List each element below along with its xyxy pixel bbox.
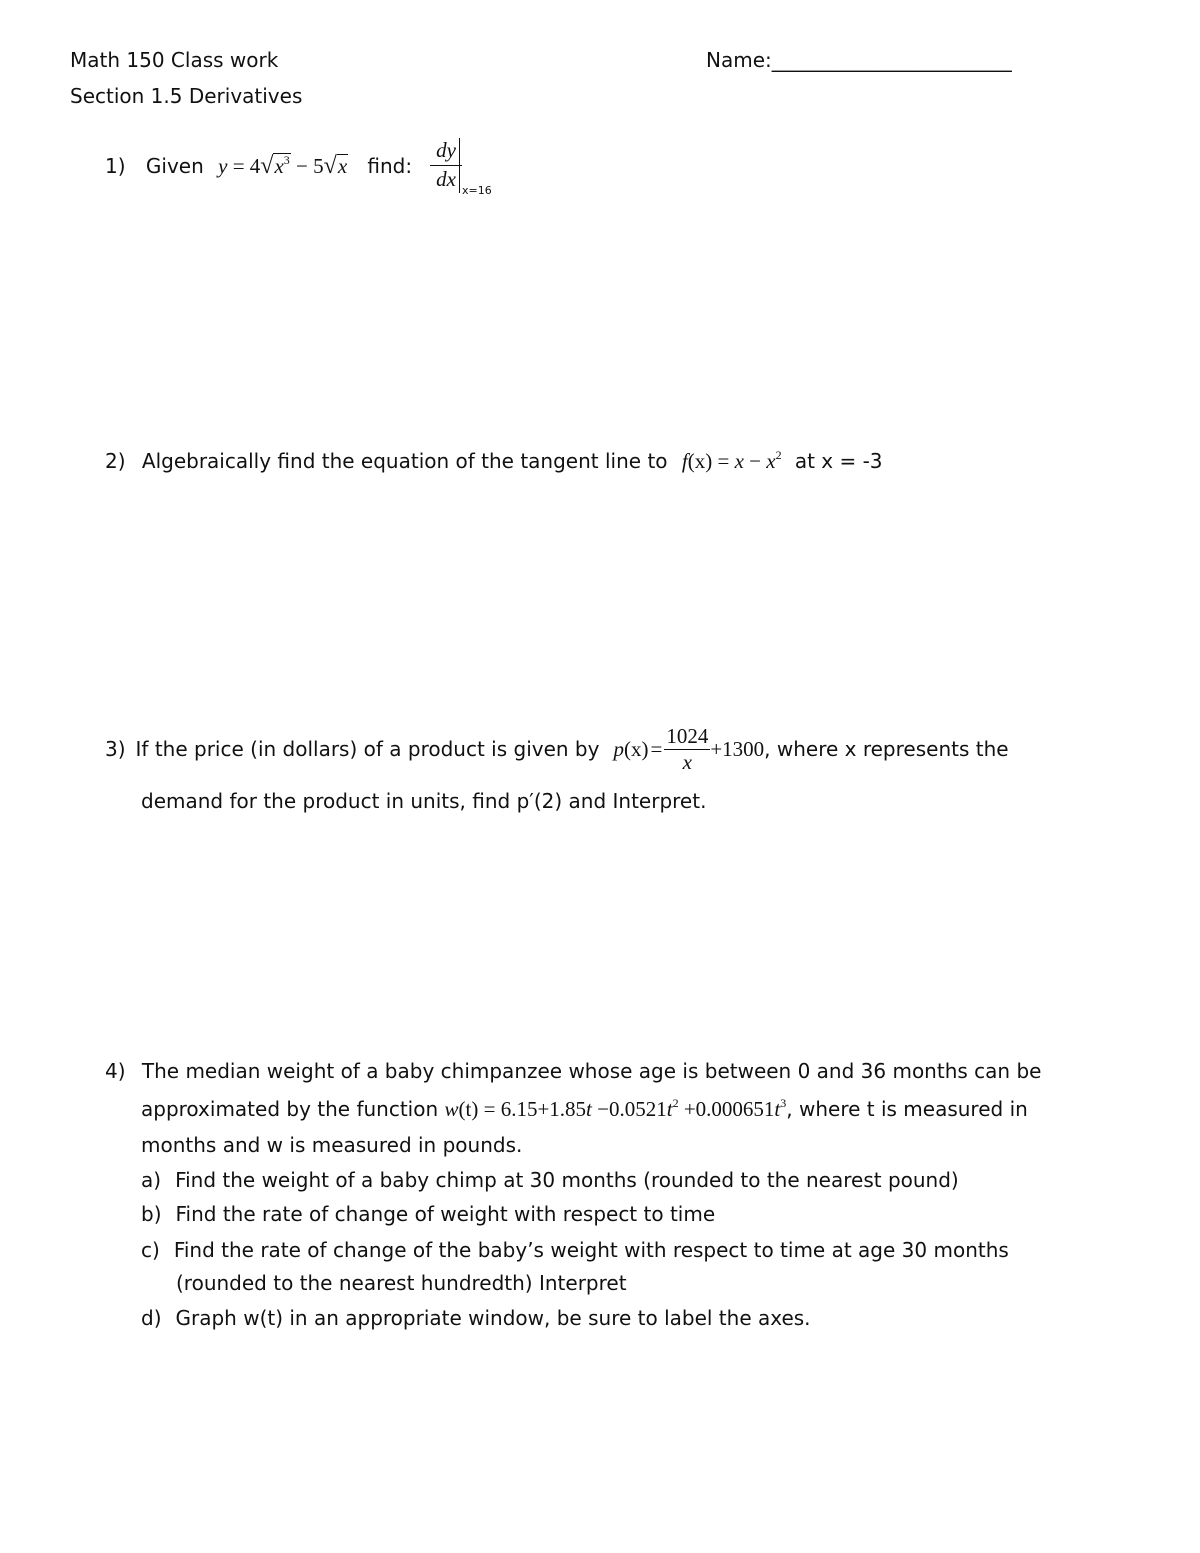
problem-1-given: Given <box>145 154 204 178</box>
problem-2-text: Algebraically find the equation of the tangent line to <box>141 449 668 473</box>
problem-1 <box>105 153 412 180</box>
problem-2 <box>105 448 883 474</box>
problem-1-eval-bar <box>459 138 460 193</box>
problem-4-intro: approximated by the function <box>141 1097 439 1121</box>
section-title: Section 1.5 Derivatives <box>70 84 303 108</box>
problem-2-number: 2) <box>105 449 126 473</box>
problem-2-point: at x = -3 <box>794 449 883 473</box>
name-label: Name: <box>706 48 772 72</box>
problem-1-derivative: dy dx <box>430 138 462 192</box>
problem-1-eval-point: x=16 <box>462 184 492 197</box>
problem-3-text: If the price (in dollars) of a product is given by <box>135 737 600 761</box>
problem-3-line-1 <box>105 721 1009 777</box>
problem-4-part-c: c) Find the rate of change of the baby’s weight with respect to time at age 30 months <box>141 1238 1009 1262</box>
problem-3-function: p (x) = $\frac{1024}{x}$ +1300 <box>613 723 765 774</box>
problem-4-line-1 <box>105 1059 1041 1083</box>
problem-4-function: $w(t) = 6.15+1.85t -0.0521t^2 +0.000651t^3$ <box>444 1096 787 1121</box>
problem-2-function: $f(x) = x - x^2$ <box>681 448 782 473</box>
problem-4-part-d: d) Graph w(t) in an appropriate window, be sure to label the axes. <box>141 1306 811 1330</box>
problem-4-line-2 <box>141 1096 1028 1122</box>
problem-4-line-3: months and w is measured in pounds. <box>141 1133 523 1157</box>
name-blank-line: ________________________ <box>771 48 1012 72</box>
problem-4-tail: , where t is measured in <box>786 1097 1028 1121</box>
problem-3-tail: , where x represents the <box>764 737 1009 761</box>
problem-1-number: 1) <box>105 154 126 178</box>
course-title: Math 150 Class work <box>70 48 279 72</box>
problem-4-number: 4) <box>105 1059 126 1083</box>
problem-4-text: The median weight of a baby chimpanzee whose age is between 0 and 36 months can be <box>141 1059 1042 1083</box>
problem-4-part-b: b) Find the rate of change of weight with respect to time <box>141 1202 716 1226</box>
problem-4-part-a: a) Find the weight of a baby chimp at 30 months (rounded to the nearest pound) <box>141 1168 959 1192</box>
problem-3-line-2: demand for the product in units, find p′(2) and Interpret. <box>141 789 707 813</box>
problem-3-number: 3) <box>105 737 126 761</box>
problem-1-equation: $y = 4√x^3 - 5√x$ <box>218 153 348 179</box>
problem-4-part-c-continued: (rounded to the nearest hundredth) Interpret <box>176 1271 627 1295</box>
name-field <box>706 48 1012 72</box>
problem-1-find: find: <box>367 154 413 178</box>
